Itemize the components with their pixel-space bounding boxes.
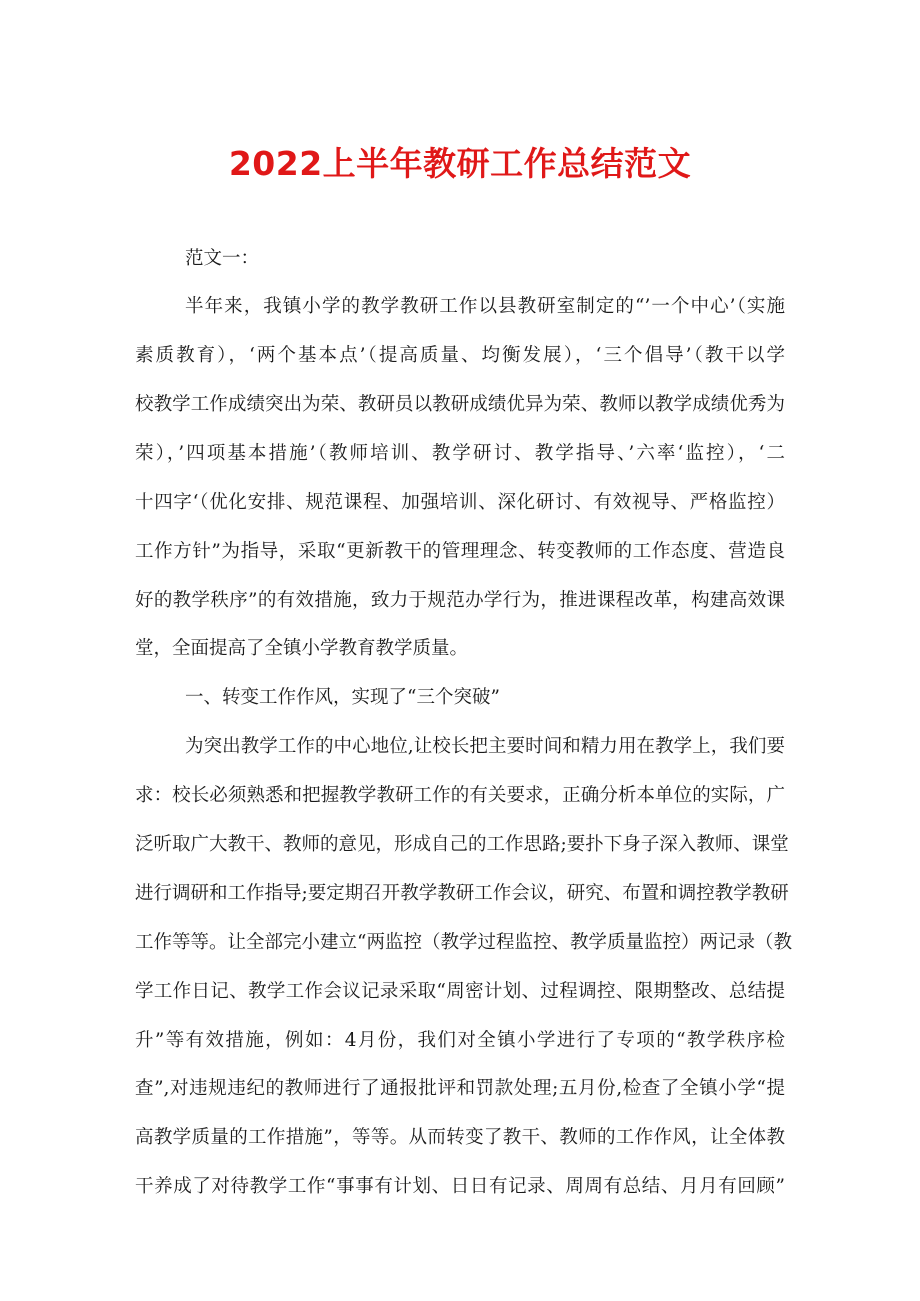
paragraph-line: 学工作日记、教学工作会议记录采取“周密计划、过程调控、限期整改、总结提	[135, 981, 785, 1002]
paragraph-line: 堂，全面提高了全镇小学教育教学质量。	[135, 638, 469, 659]
document-title: 2022上半年教研工作总结范文	[228, 144, 692, 183]
paragraph-line: 干养成了对待教学工作“事事有计划、日日有记录、周周有总结、月月有回顾”	[135, 1176, 785, 1197]
paragraph-line: 好的教学秩序”的有效措施，致力于规范办学行为，推进课程改革，构建高效课	[135, 590, 785, 611]
paragraph-line: 十四字‘（优化安排、规范课程、加强培训、深化研讨、有效视导、严格监控）	[135, 492, 785, 513]
paragraph-line: 升”等有效措施，例如：4月份，我们对全镇小学进行了专项的“教学秩序检	[135, 1030, 785, 1051]
paragraph-line: 校教学工作成绩突出为荣、教研员以教研成绩优异为荣、教师以教学成绩优秀为	[135, 394, 785, 415]
paragraph-line: 工作等等。让全部完小建立“两监控（教学过程监控、教学质量监控）两记录（教	[135, 932, 792, 953]
paragraph-line: 素质教育），‘两个基本点’（提高质量、均衡发展），‘三个倡导’（教干以学	[135, 345, 785, 366]
paragraph-line: 求：校长必须熟悉和把握教学教研工作的有关要求，正确分析本单位的实际，广	[135, 785, 785, 806]
section-label: 范文一：	[185, 248, 260, 269]
paragraph-line: 查”,对违规违纪的教师进行了通报批评和罚款处理;五月份,检查了全镇小学“提	[135, 1078, 785, 1099]
paragraph-line: 进行调研和工作指导;要定期召开教学教研工作会议，研究、布置和调控教学教研	[135, 883, 789, 904]
paragraph-line: 泛听取广大教干、教师的意见，形成自己的工作思路;要扑下身子深入教师、课堂	[135, 834, 789, 855]
section-heading: 一、转变工作作风，实现了“三个突破”	[185, 687, 500, 708]
paragraph-line: 工作方针”为指导，采取“更新教干的管理理念、转变教师的工作态度、营造良	[135, 541, 785, 562]
paragraph-line: 荣），’四项基本措施’（教师培训、教学研讨、教学指导、’六率‘监控），‘二	[135, 443, 785, 464]
paragraph-line: 高教学质量的工作措施”，等等。从而转变了教干、教师的工作作风，让全体教	[135, 1127, 785, 1148]
paragraph-line: 半年来，我镇小学的教学教研工作以县教研室制定的“’一个中心’（实施	[185, 296, 785, 317]
paragraph-line: 为突出教学工作的中心地位,让校长把主要时间和精力用在教学上，我们要	[185, 736, 785, 757]
